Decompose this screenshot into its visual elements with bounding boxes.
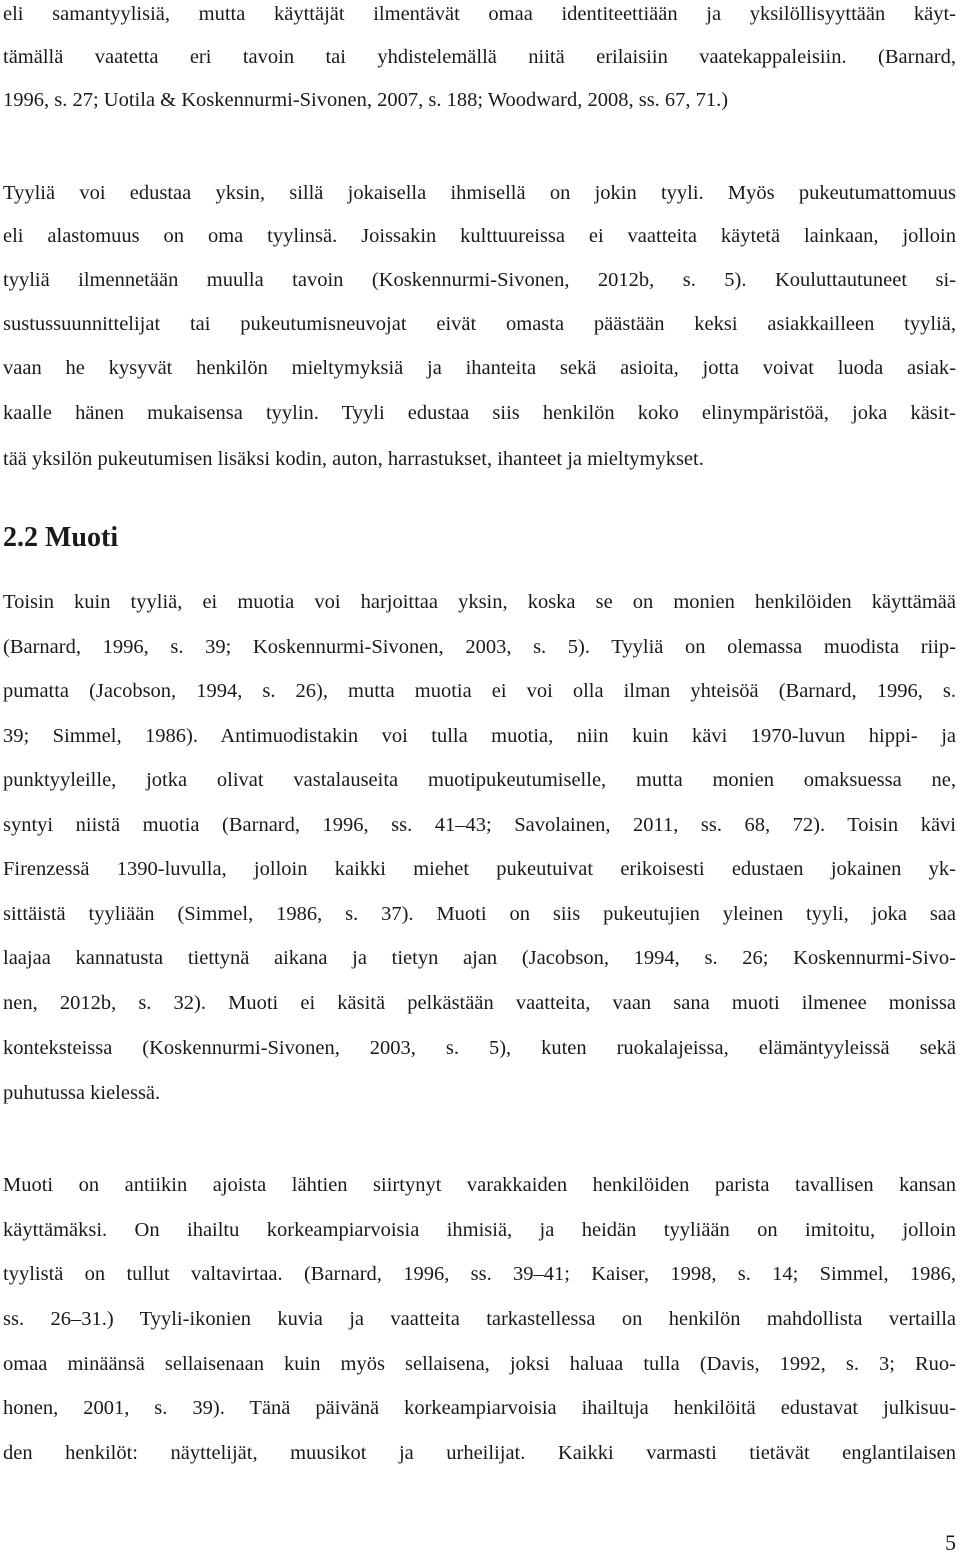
text-line: punktyyleille, jotka olivat vastalauseita muotipukeutumiselle, mutta monien omaksuessa ne, (3, 769, 956, 791)
text-line: sittäistä tyyliään (Simmel, 1986, s. 37). Muoti on siis pukeutujien yleinen tyyli, joka saa (3, 903, 956, 925)
text-line: omaa minäänsä sellaisenaan kuin myös sellaisena, joksi haluaa tulla (Davis, 1992, s. 3; Ruo- (3, 1353, 956, 1375)
text-line: Muoti on antiikin ajoista lähtien siirtynyt varakkaiden henkilöiden parista tavallisen kansan (3, 1174, 956, 1196)
text-line: vaan he kysyvät henkilön mieltymyksiä ja ihanteita sekä asioita, jotta voivat luoda asiak- (3, 357, 956, 379)
text-line: tyyliä ilmennetään muulla tavoin (Koskennurmi-Sivonen, 2012b, s. 5). Kouluttautuneet si- (3, 269, 956, 291)
text-line: Toisin kuin tyyliä, ei muotia voi harjoittaa yksin, koska se on monien henkilöiden käyttämää (3, 591, 956, 613)
text-line: eli samantyylisiä, mutta käyttäjät ilmentävät omaa identiteettiään ja yksilöllisyyttään käyt- (3, 3, 956, 25)
text-line: sustussuunnittelijat tai pukeutumisneuvojat eivät omasta päästään keksi asiakkailleen tyyliä, (3, 313, 956, 335)
text-line: käyttämäksi. On ihailtu korkeampiarvoisia ihmisiä, ja heidän tyyliään on imitoitu, jolloin (3, 1219, 956, 1241)
text-line: laajaa kannatusta tiettynä aikana ja tietyn ajan (Jacobson, 1994, s. 26; Koskennurmi-Sivo- (3, 947, 956, 969)
text-line: konteksteissa (Koskennurmi-Sivonen, 2003, s. 5), kuten ruokalajeissa, elämäntyyleissä sekä (3, 1037, 956, 1059)
text-line: 39; Simmel, 1986). Antimuodistakin voi tulla muotia, niin kuin kävi 1970-luvun hippi- ja (3, 725, 956, 747)
text-line: syntyi niistä muotia (Barnard, 1996, ss. 41–43; Savolainen, 2011, ss. 68, 72). Toisin kävi (3, 814, 956, 836)
text-line: puhutussa kielessä. (3, 1082, 161, 1104)
text-line: (Barnard, 1996, s. 39; Koskennurmi-Sivonen, 2003, s. 5). Tyyliä on olemassa muodista riip- (3, 636, 956, 658)
text-line: pumatta (Jacobson, 1994, s. 26), mutta muotia ei voi olla ilman yhteisöä (Barnard, 1996, s. (3, 680, 956, 702)
text-line: tää yksilön pukeutumisen lisäksi kodin, auton, harrastukset, ihanteet ja mieltymykset. (3, 448, 704, 470)
section-heading (3, 521, 118, 555)
section-title: Muoti (45, 522, 119, 553)
text-line: 1996, s. 27; Uotila & Koskennurmi-Sivonen, 2007, s. 188; Woodward, 2008, ss. 67, 71.) (3, 89, 729, 111)
text-line: tyylistä on tullut valtavirtaa. (Barnard, 1996, ss. 39–41; Kaiser, 1998, s. 14; Simmel, 1986, (3, 1263, 956, 1285)
text-line: ss. 26–31.) Tyyli-ikonien kuvia ja vaatteita tarkastellessa on henkilön mahdollista vertailla (3, 1308, 956, 1330)
page-number: 5 (945, 1530, 956, 1555)
text-line: tämällä vaatetta eri tavoin tai yhdistelemällä niitä erilaisiin vaatekappaleisiin. (Barnard, (3, 46, 956, 68)
text-line: nen, 2012b, s. 32). Muoti ei käsitä pelkästään vaatteita, vaan sana muoti ilmenee monissa (3, 992, 956, 1014)
text-line: Tyyliä voi edustaa yksin, sillä jokaisella ihmisellä on jokin tyyli. Myös pukeutumattomuus (3, 182, 956, 204)
text-line: Firenzessä 1390-luvulla, jolloin kaikki miehet pukeutuivat erikoisesti edustaen jokainen yk- (3, 858, 956, 880)
section-number: 2.2 (3, 522, 38, 553)
text-line: eli alastomuus on oma tyylinsä. Joissakin kulttuureissa ei vaatteita käytetä lainkaan, jolloin (3, 225, 956, 247)
text-line: den henkilöt: näyttelijät, muusikot ja urheilijat. Kaikki varmasti tietävät englantilaisen (3, 1442, 956, 1464)
text-line: honen, 2001, s. 39). Tänä päivänä korkeampiarvoisia ihailtuja henkilöitä edustavat julkisuu- (3, 1397, 956, 1419)
text-line: kaalle hänen mukaisensa tyylin. Tyyli edustaa siis henkilön koko elinympäristöä, joka käsit- (3, 402, 956, 424)
